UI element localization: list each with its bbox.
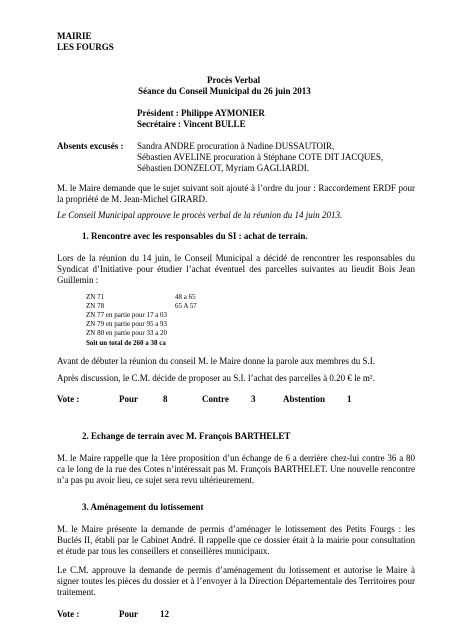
parcel-ref: ZN 79 en partie pour 95 a 93 xyxy=(86,320,168,328)
vote-label: Vote : xyxy=(57,394,80,404)
parcel-ref: ZN 78 xyxy=(86,302,105,310)
commune-label: LES FOURGS xyxy=(57,42,114,52)
parcel-area: 65 A 57 xyxy=(175,302,197,310)
section-1-heading: 1. Rencontre avec les responsables du SI : achat de terrain. xyxy=(82,231,308,241)
vote-abstention-label: Abstention xyxy=(283,394,326,404)
section-2-paragraph: M. le Maire rappelle que la 1ère proposition d’un échange de 6 a derrière chez-lui contre 36 a 80 ca le long de la rue des Cotes n’intéressait pas M. François BARTHELET. Une nouvelle rencontre n’a pas pu avoir lieu, ce sujet sera revu ultérieurement. xyxy=(57,453,415,485)
absents-label: Absents excusés : xyxy=(57,141,124,151)
vote-label: Vote : xyxy=(57,609,80,619)
parcel-ref: ZN 80 en partie pour 33 a 20 xyxy=(86,329,168,337)
section-2-heading: 2. Echange de terrain avec M. François BARTHELET xyxy=(82,431,291,441)
section-3-paragraph-2: Le C.M. approuve la demande de permis d’aménagement du lotissement et autorise le Maire à signer toutes les pièces du dossier et à l’envoyer à la Direction Départementale des Territoires pour traitement. xyxy=(57,565,415,597)
section-1-paragraph-3: Après discussion, le C.M. décide de proposer au S.I. l’achat des parcelles à 0.20 € le m². xyxy=(57,373,375,383)
parcel-total: Soit un total de 260 a 38 ca xyxy=(86,339,166,347)
president-line: Président : Philippe AYMONIER xyxy=(137,108,265,118)
vote-contre-label: Contre xyxy=(202,394,229,404)
secretary-line: Secrétaire : Vincent BULLE xyxy=(137,119,246,129)
absent-line: Sébastien AVELINE procuration à Stéphane COTE DIT JACQUES, xyxy=(137,152,384,162)
session-title: Séance du Conseil Municipal du 26 juin 2013 xyxy=(138,86,311,96)
section-1-paragraph-2: Avant de débuter la réunion du conseil M. le Maire donne la parole aux membres du S.I. xyxy=(57,356,375,366)
parcel-ref: ZN 71 xyxy=(86,293,105,301)
section-1-paragraph: Lors de la réunion du 14 juin, le Conseil Municipal a décidé de rencontrer les responsables du Syndicat d’Initiative pour étudier l’achat éventuel des parcelles suivantes au lieudit Bois Jean Guillemin : xyxy=(57,253,415,285)
section-3-paragraph: M. le Maire présente la demande de permis d’aménager le lotissement des Petits Fourgs : les Buclés II, établi par le Cabinet André. Il rappelle que ce dossier était à la mairie pour consultation et étude par tous les conseillers et conseillères municipaux. xyxy=(57,524,415,556)
document-title: Procès Verbal xyxy=(207,75,261,85)
parcel-area: 48 a 65 xyxy=(175,293,196,301)
vote-pour-count: 12 xyxy=(160,609,169,619)
section-3-heading: 3. Aménagement du lotissement xyxy=(82,502,204,512)
vote-abstention-count: 1 xyxy=(347,394,352,404)
vote-contre-count: 3 xyxy=(251,394,256,404)
absent-line: Sandra ANDRE procuration à Nadine DUSSAUTOIR, xyxy=(137,141,335,151)
vote-pour-count: 8 xyxy=(163,394,168,404)
previous-minutes-approval: Le Conseil Municipal approuve le procès verbal de la réunion du 14 juin 2013. xyxy=(57,210,343,220)
vote-pour-label: Pour xyxy=(119,394,138,404)
absent-line: Sébastien DONZELOT, Myriam GAGLIARDI. xyxy=(137,163,310,173)
agenda-addition-paragraph: M. le Maire demande que le sujet suivant soit ajouté à l’ordre du jour : Raccordement ERDF pour la propriété de M. Jean-Michel GIRARD. xyxy=(57,183,415,204)
parcel-ref: ZN 77 en partie pour 17 a 03 xyxy=(86,311,168,319)
vote-pour-label: Pour xyxy=(119,609,138,619)
mairie-label: MAIRIE xyxy=(57,31,92,41)
